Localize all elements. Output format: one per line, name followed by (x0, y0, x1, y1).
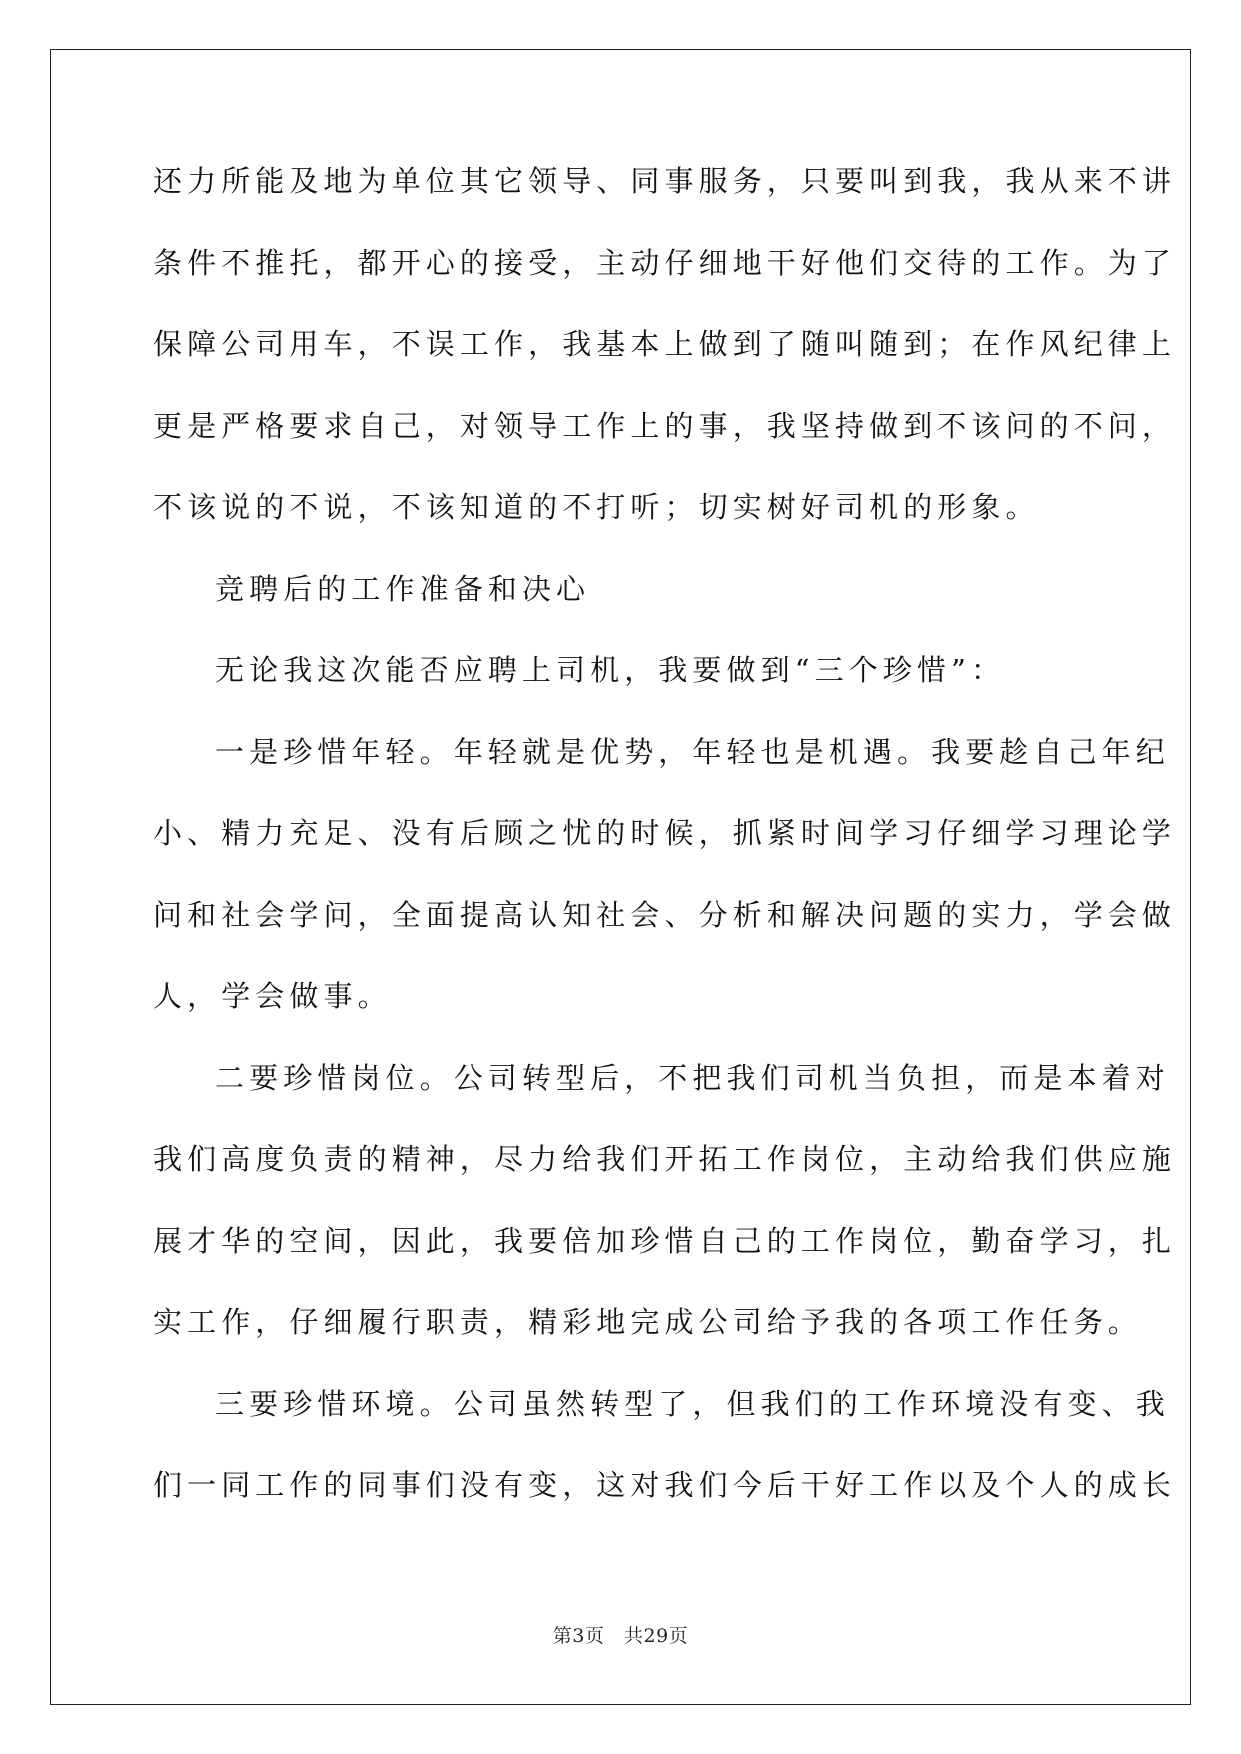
text-line: 不该说的不说，不该知道的不打听；切实树好司机的形象。 (153, 490, 1040, 524)
paragraph (153, 1386, 1177, 1549)
paragraph (153, 571, 1089, 653)
text-line: 人，学会做事。 (153, 979, 392, 1013)
text-line: 还力所能及地为单位其它领导、同事服务，只要叫到我，我从来不讲 (153, 164, 1177, 198)
footer-page-prefix: 第 (552, 1625, 573, 1647)
footer-page-number: 3 (572, 1625, 585, 1647)
footer-page-suffix: 页 (584, 1625, 605, 1647)
text-line: 二要珍惜岗位。公司转型后，不把我们司机当负担，而是本着对 (215, 1060, 1170, 1095)
text-line: 们一同工作的同事们没有变，这对我们今后干好工作以及个人的成长 (153, 1468, 1177, 1502)
text-line: 实工作，仔细履行职责，精彩地完成公司给予我的各项工作任务。 (153, 1305, 1142, 1339)
text-line: 更是严格要求自己，对领导工作上的事，我坚持做到不该问的不问， (153, 408, 1177, 443)
page-footer (0, 1621, 1241, 1648)
text-line: 保障公司用车，不误工作，我基本上做到了随叫随到；在作风纪律上 (153, 327, 1177, 361)
text-line: 竞聘后的工作准备和决心 (215, 571, 591, 606)
text-line: 展才华的空间，因此，我要倍加珍惜自己的工作岗位，勤奋学习，扎 (153, 1223, 1177, 1258)
text-line: 我们高度负责的精神，尽力给我们开拓工作岗位，主动给我们供应施 (153, 1142, 1177, 1176)
paragraph (153, 1060, 1177, 1386)
paragraph (153, 652, 1089, 734)
footer-total-prefix: 共 (624, 1625, 644, 1647)
text-line: 三要珍惜环境。公司虽然转型了，但我们的工作环境没有变、我 (215, 1386, 1170, 1421)
paragraph (153, 163, 1177, 571)
text-line: 问和社会学问，全面提高认知社会、分析和解决问题的实力，学会做 (153, 897, 1177, 932)
text-line: 条件不推托，都开心的接受，主动仔细地干好他们交待的工作。为了 (153, 245, 1177, 280)
text-line: 无论我这次能否应聘上司机，我要做到“三个珍惜”： (215, 653, 1006, 687)
footer-total-suffix: 页 (668, 1625, 689, 1647)
paragraph (153, 734, 1177, 1060)
footer-total-pages: 29 (643, 1625, 669, 1647)
document-body (153, 163, 1177, 1549)
footer-gap (604, 1625, 624, 1647)
text-line: 一是珍惜年轻。年轻就是优势，年轻也是机遇。我要趁自己年纪 (215, 734, 1170, 769)
text-line: 小、精力充足、没有后顾之忧的时候，抓紧时间学习仔细学习理论学 (153, 816, 1177, 850)
